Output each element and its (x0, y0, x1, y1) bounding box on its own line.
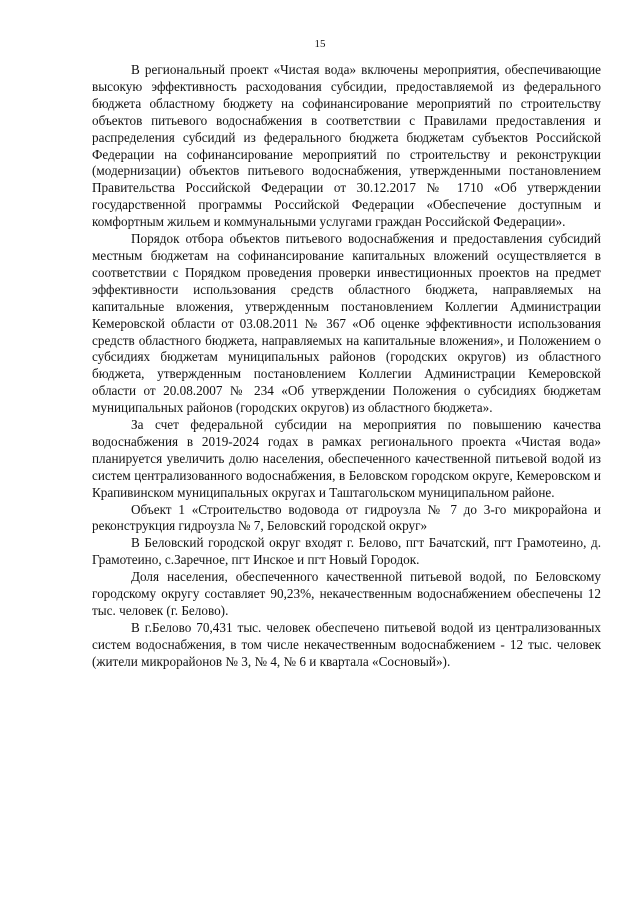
paragraph-object-1: Объект 1 «Строительство водовода от гидроузла № 7 до 3-го микрорайона и реконструкция гидроузла № 7, Беловский городской округ» (92, 501, 601, 534)
paragraph-belovo-water-supply: В г.Белово 70,431 тыс. человек обеспечено питьевой водой из централизованных систем водоснабжения, в том числе некачественным водоснабжением - 12 тыс. человек (жители микрорайонов № 3, № 4, № 6 и квартала «Сосновый»). (92, 619, 601, 669)
paragraph-population-share: Доля населения, обеспеченного качественной питьевой водой, по Беловскому городскому округу составляет 90,23%, некачественным водоснабжением обеспечены 12 тыс. человек (г. Белово). (92, 569, 601, 618)
paragraph-project-chistaya-voda: В региональный проект «Чистая вода» включены мероприятия, обеспечивающие высокую эффективность расходования субсидии, предоставляемой из федерального бюджета областному бюджету на софинансирование мероприятий по строительству объектов питьевого водоснабжения в соответствии с Правилами предоставления и распределения субсидий из федерального бюджета бюджетам субъектов Российской Федерации на софинансирование мероприятий по строительству и реконструкции (модернизации) объектов питьевого водоснабжения, утвержденными постановлением Правительства Российской Федерации от 30.12.2017 № 1710 «Об утверждении государственной программы Российской Федерации «Обеспечение доступным и комфортным жильем и коммунальными услугами граждан Российской Федерации». (92, 62, 601, 230)
paragraph-belovo-district: В Беловский городской округ входят г. Белово, пгт Бачатский, пгт Грамотеино, д. Грамотеино, с.Заречное, пгт Инское и пгт Новый Городок. (92, 535, 601, 568)
paragraph-federal-subsidy: За счет федеральной субсидии на мероприятия по повышению качества водоснабжения в 2019-2024 годах в рамках регионального проекта «Чистая вода» планируется увеличить долю населения, обеспеченного качественной питьевой водой из систем централизованного водоснабжения, в Беловском городском округе, Кемеровском и Крапивинском муниципальных округах и Таштагольском муниципальном районе. (92, 417, 601, 500)
paragraph-selection-procedure: Порядок отбора объектов питьевого водоснабжения и предоставления субсидий местным бюджетам на софинансирование капитальных вложений осуществляется в соответствии с Порядком проведения проверки инвестиционных проектов на предмет эффективности использования средств областного бюджета, направляемых на капитальные вложения, утвержденным постановлением Коллегии Администрации Кемеровской области от 03.08.2011 № 367 «Об оценке эффективности использования средств областного бюджета, направляемых на капитальные вложения», и Положением о субсидиях бюджетам муниципальных районов (городских округов) из областного бюджета, утвержденным постановлением Коллегии Администрации Кемеровской области от 20.08.2007 № 234 «Об утверждении Положения о субсидиях бюджетам муниципальных районов (городских округов) из областного бюджета». (92, 231, 601, 416)
page-number: 15 (314, 38, 326, 50)
body-text (92, 62, 601, 671)
